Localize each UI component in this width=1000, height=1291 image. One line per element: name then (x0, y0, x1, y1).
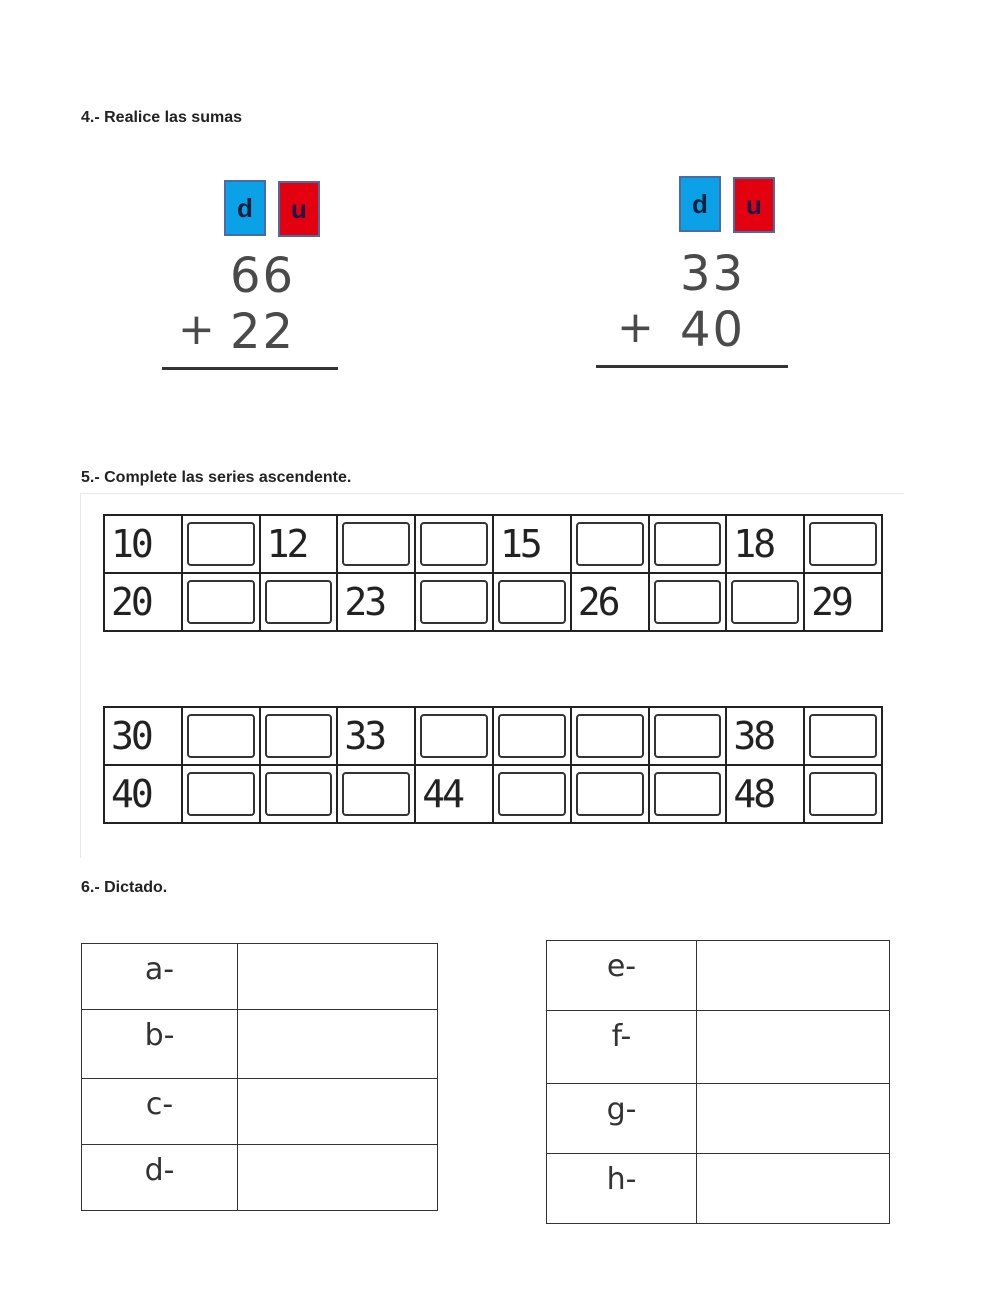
answer-box[interactable] (731, 580, 799, 624)
series-blank-cell[interactable] (337, 515, 415, 573)
series-blank-cell[interactable] (571, 765, 649, 823)
sum-2-answer-line (596, 365, 788, 368)
series-table-2 (103, 706, 883, 824)
series-blank-cell[interactable] (182, 707, 260, 765)
series-number: 23 (344, 580, 385, 624)
series-table-1 (103, 514, 883, 632)
dictation-row (82, 944, 438, 1010)
dictation-answer-cell[interactable] (697, 1084, 890, 1154)
series-blank-cell[interactable] (649, 515, 727, 573)
series-number: 29 (811, 580, 851, 624)
sum-1-top-number: 66 (230, 248, 296, 304)
dictation-label: b- (144, 1018, 175, 1053)
dictation-label-cell (547, 1084, 697, 1154)
series-number: 44 (422, 772, 462, 816)
answer-box[interactable] (342, 772, 410, 816)
series-blank-cell[interactable] (804, 515, 882, 573)
sum-2-top-number: 33 (680, 246, 746, 302)
answer-box[interactable] (265, 580, 333, 624)
answer-box[interactable] (809, 772, 877, 816)
series-given-cell (337, 707, 415, 765)
answer-box[interactable] (498, 580, 566, 624)
series-blank-cell[interactable] (804, 707, 882, 765)
series-row (104, 765, 882, 823)
series-number: 20 (111, 580, 151, 624)
answer-box[interactable] (576, 772, 644, 816)
dictation-row (547, 1084, 890, 1154)
series-row (104, 573, 882, 631)
dictation-label-cell (82, 944, 238, 1010)
dictation-row (547, 1011, 890, 1084)
series-blank-cell[interactable] (571, 707, 649, 765)
dictation-answer-cell[interactable] (238, 944, 438, 1010)
dictation-label-cell (547, 1011, 697, 1084)
series-number: 38 (733, 714, 774, 758)
plus-sign: + (178, 304, 215, 355)
series-given-cell (337, 573, 415, 631)
series-blank-cell[interactable] (493, 573, 571, 631)
series-blank-cell[interactable] (182, 515, 260, 573)
dictation-answer-cell[interactable] (238, 1145, 438, 1211)
plus-sign: + (617, 302, 654, 353)
answer-box[interactable] (265, 772, 333, 816)
answer-box[interactable] (420, 714, 488, 758)
series-blank-cell[interactable] (182, 573, 260, 631)
series-blank-cell[interactable] (649, 765, 727, 823)
series-number: 30 (111, 714, 151, 758)
series-number: 18 (733, 522, 774, 566)
answer-box[interactable] (187, 522, 255, 566)
series-blank-cell[interactable] (493, 765, 571, 823)
dictation-table-left (81, 943, 438, 1211)
units-label: u (733, 177, 775, 233)
series-blank-cell[interactable] (182, 765, 260, 823)
dictation-label-cell (547, 941, 697, 1011)
series-given-cell (726, 515, 804, 573)
dictation-row (547, 1154, 890, 1224)
series-number: 15 (499, 522, 540, 566)
answer-box[interactable] (420, 580, 488, 624)
dictation-label: d- (144, 1153, 175, 1188)
dictation-answer-cell[interactable] (238, 1079, 438, 1145)
dictation-label-cell (82, 1145, 238, 1211)
dictation-answer-cell[interactable] (697, 1154, 890, 1224)
series-given-cell (726, 707, 804, 765)
answer-box[interactable] (265, 714, 333, 758)
dictation-answer-cell[interactable] (697, 941, 890, 1011)
series-number: 33 (344, 714, 385, 758)
section-4-title: 4.- Realice las sumas (81, 109, 242, 126)
series-number: 12 (266, 522, 307, 566)
series-row (104, 707, 882, 765)
dictation-label: g- (606, 1092, 637, 1127)
series-given-cell (260, 515, 338, 573)
answer-box[interactable] (420, 522, 488, 566)
dictation-label-cell (82, 1010, 238, 1079)
units-label: u (278, 181, 320, 237)
series-blank-cell[interactable] (260, 573, 338, 631)
dictation-label: f- (611, 1019, 632, 1054)
series-blank-cell[interactable] (415, 707, 493, 765)
dictation-table-right (546, 940, 890, 1224)
answer-box[interactable] (187, 714, 255, 758)
series-blank-cell[interactable] (726, 573, 804, 631)
sum-2-bottom-number: 40 (680, 302, 746, 358)
series-blank-cell[interactable] (649, 707, 727, 765)
sum-1-answer-line (162, 367, 338, 370)
series-number: 40 (111, 772, 151, 816)
series-given-cell (104, 573, 182, 631)
answer-box[interactable] (809, 714, 877, 758)
series-blank-cell[interactable] (649, 573, 727, 631)
answer-box[interactable] (187, 772, 255, 816)
series-blank-cell[interactable] (337, 765, 415, 823)
answer-box[interactable] (654, 580, 722, 624)
series-given-cell (104, 765, 182, 823)
answer-box[interactable] (576, 522, 644, 566)
series-given-cell (726, 765, 804, 823)
series-given-cell (104, 515, 182, 573)
series-number: 48 (733, 772, 774, 816)
dictation-label: a- (144, 952, 175, 987)
answer-box[interactable] (654, 714, 722, 758)
series-number: 26 (577, 580, 618, 624)
answer-box[interactable] (654, 522, 722, 566)
answer-box[interactable] (809, 522, 877, 566)
dictation-row (82, 1145, 438, 1211)
series-row (104, 515, 882, 573)
series-given-cell (493, 515, 571, 573)
series-blank-cell[interactable] (571, 515, 649, 573)
series-blank-cell[interactable] (415, 515, 493, 573)
series-given-cell (571, 573, 649, 631)
dictation-row (547, 941, 890, 1011)
dictation-label-cell (82, 1079, 238, 1145)
answer-box[interactable] (654, 772, 722, 816)
answer-box[interactable] (342, 522, 410, 566)
series-blank-cell[interactable] (493, 707, 571, 765)
dictation-label: e- (606, 949, 637, 984)
series-blank-cell[interactable] (260, 707, 338, 765)
dictation-label: c- (145, 1087, 174, 1122)
series-blank-cell[interactable] (260, 765, 338, 823)
dictation-row (82, 1010, 438, 1079)
series-blank-cell[interactable] (415, 573, 493, 631)
answer-box[interactable] (498, 772, 566, 816)
dictation-label-cell (547, 1154, 697, 1224)
dictation-answer-cell[interactable] (697, 1011, 890, 1084)
dictation-label: h- (606, 1162, 637, 1197)
section-6-title: 6.- Dictado. (81, 879, 168, 896)
dictation-answer-cell[interactable] (238, 1010, 438, 1079)
answer-box[interactable] (187, 580, 255, 624)
series-number: 10 (111, 522, 151, 566)
series-blank-cell[interactable] (804, 765, 882, 823)
answer-box[interactable] (576, 714, 644, 758)
series-given-cell (104, 707, 182, 765)
section-5-title: 5.- Complete las series ascendente. (81, 469, 352, 486)
dictation-row (82, 1079, 438, 1145)
answer-box[interactable] (498, 714, 566, 758)
sum-1-bottom-number: 22 (230, 304, 296, 360)
series-given-cell (804, 573, 882, 631)
tens-label: d (679, 176, 721, 232)
tens-label: d (224, 180, 266, 236)
series-given-cell (415, 765, 493, 823)
